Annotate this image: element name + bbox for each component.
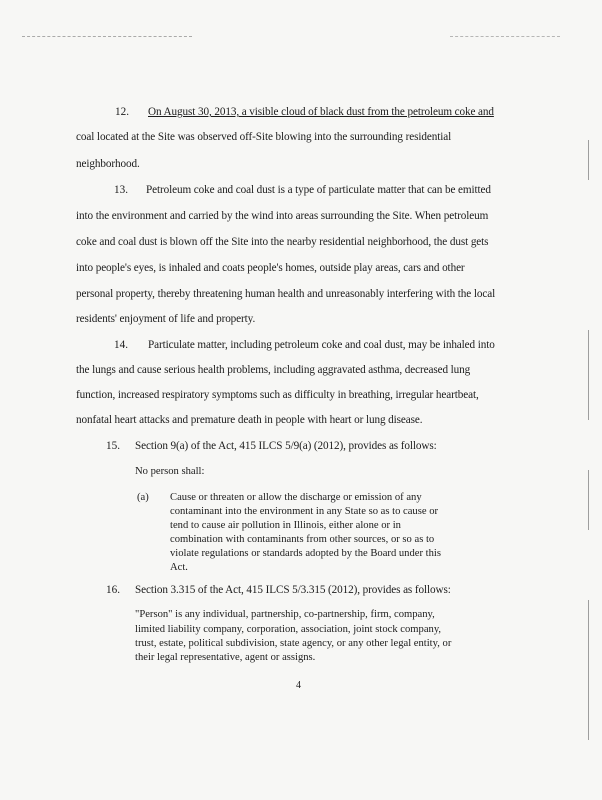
paragraph-12-line: coal located at the Site was observed off-Site blowing into the surrounding residential	[76, 131, 452, 143]
scan-artifact-top-left	[22, 36, 192, 37]
paragraph-15-number: 15.	[106, 440, 120, 452]
paragraph-13-line: personal property, thereby threatening human health and unreasonably interfering with the local	[76, 288, 496, 300]
quote-item-line: combination with contaminants from other sources, or so as to	[170, 534, 435, 545]
paragraph-12-line: neighborhood.	[76, 158, 140, 170]
quote-item-label: (a)	[137, 492, 149, 503]
quote-line: limited liability company, corporation, association, joint stock company,	[135, 624, 442, 635]
paragraph-14-number: 14.	[114, 339, 128, 351]
scan-artifact-top-right	[450, 36, 560, 37]
quote-item-line: violate regulations or standards adopted by the Board under this	[170, 548, 441, 559]
paragraph-14-line: nonfatal heart attacks and premature death in people with heart or lung disease.	[76, 414, 423, 426]
paragraph-16-line: Section 3.315 of the Act, 415 ILCS 5/3.315 (2012), provides as follows:	[135, 584, 451, 596]
quote-line: trust, estate, political subdivision, state agency, or any other legal entity, or	[135, 638, 452, 649]
quote-item-line: Act.	[170, 562, 188, 573]
scan-edge-mark	[588, 470, 589, 530]
paragraph-13-line: into people's eyes, is inhaled and coats people's homes, outside play areas, cars and other	[76, 262, 465, 274]
page-number: 4	[296, 680, 301, 691]
paragraph-13-line: into the environment and carried by the wind into areas surrounding the Site. When petroleum	[76, 210, 489, 222]
paragraph-13-line: coke and coal dust is blown off the Site into the nearby residential neighborhood, the dust gets	[76, 236, 489, 248]
quote-line: "Person" is any individual, partnership, co-partnership, firm, company,	[135, 609, 435, 620]
paragraph-12-line: On August 30, 2013, a visible cloud of black dust from the petroleum coke and	[148, 106, 494, 118]
paragraph-14-line: function, increased respiratory symptoms such as difficulty in breathing, irregular heartbeat,	[76, 389, 479, 401]
paragraph-14-line: the lungs and cause serious health problems, including aggravated asthma, decreased lung	[76, 364, 471, 376]
scan-edge-mark	[588, 600, 589, 740]
quote-item-line: contaminant into the environment in any State so as to cause or	[170, 506, 439, 517]
paragraph-13-number: 13.	[114, 184, 128, 196]
paragraph-14-line: Particulate matter, including petroleum coke and coal dust, may be inhaled into	[148, 339, 495, 351]
paragraph-12-number: 12.	[115, 106, 129, 118]
scan-edge-mark	[588, 330, 589, 420]
paragraph-13-line: Petroleum coke and coal dust is a type of particulate matter that can be emitted	[146, 184, 491, 196]
paragraph-15-line: Section 9(a) of the Act, 415 ILCS 5/9(a) (2012), provides as follows:	[135, 440, 437, 452]
paragraph-13-line: residents' enjoyment of life and property.	[76, 313, 256, 325]
quote-item-line: Cause or threaten or allow the discharge or emission of any	[170, 492, 422, 503]
quote-line: their legal representative, agent or assigns.	[135, 652, 316, 663]
paragraph-16-number: 16.	[106, 584, 120, 596]
scan-edge-mark	[588, 140, 589, 180]
quote-intro: No person shall:	[135, 466, 205, 477]
quote-item-line: tend to cause air pollution in Illinois, either alone or in	[170, 520, 401, 531]
